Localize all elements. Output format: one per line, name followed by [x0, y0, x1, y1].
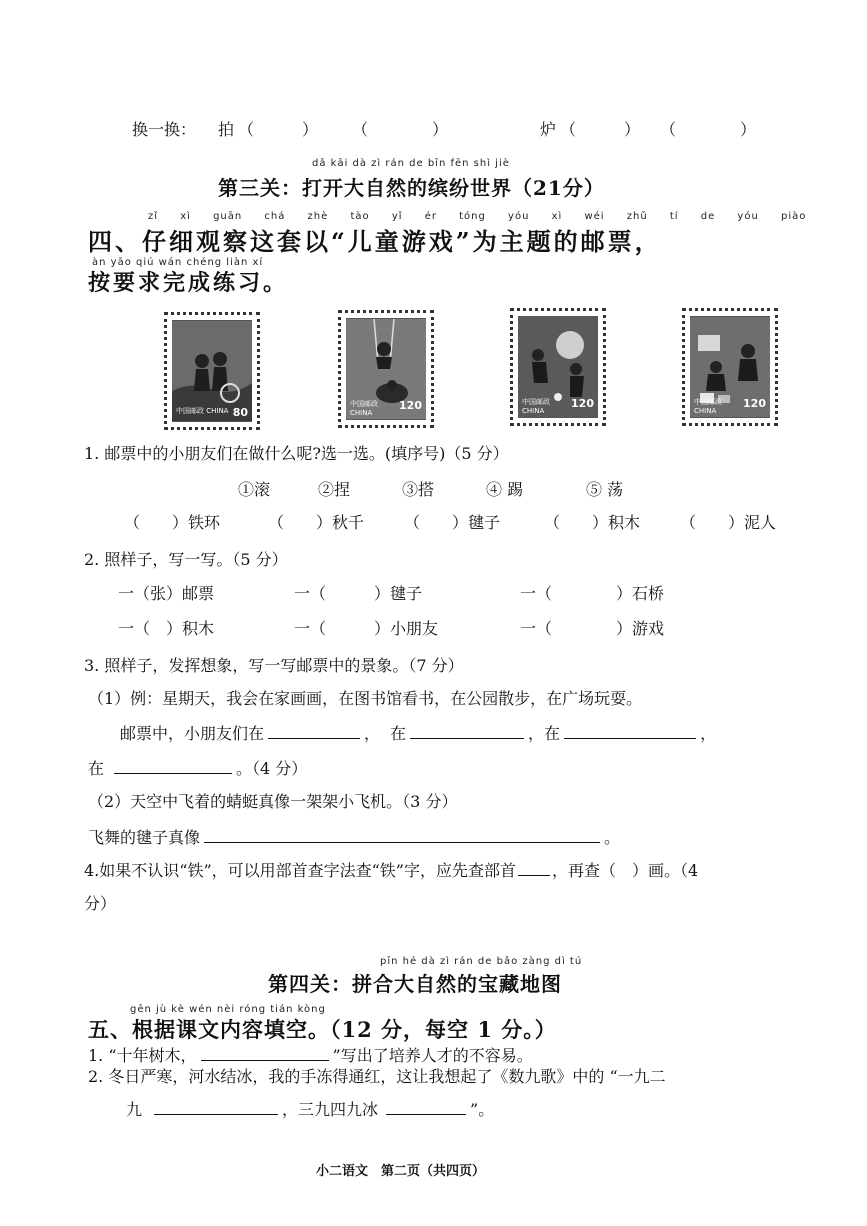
q5-item2-line1: 2. 冬日严寒，河水结冰，我的手冻得通红，这让我想起了《数九歌》中的 “一九二	[88, 1067, 666, 1086]
q4-item4-radical-blank[interactable]	[518, 861, 550, 876]
q5-item2-blank-2[interactable]	[386, 1100, 466, 1115]
q4-item1-option-4: ④ 踢	[486, 480, 524, 499]
q4-item2-row2-c[interactable]: 一（ ）游戏	[520, 619, 665, 638]
swap-paren-d[interactable]: （ ）	[660, 120, 757, 139]
section3-title: 第三关：打开大自然的缤纷世界（21分）	[218, 176, 605, 200]
swap-paren-c[interactable]: （ ）	[560, 120, 641, 139]
q5-item1	[88, 1046, 533, 1066]
swap-label: 换一换：	[132, 120, 197, 139]
q4-item1-blank-blocks[interactable]: （ ）积木	[544, 513, 641, 532]
swap-paren-a[interactable]: （ ）	[238, 120, 319, 139]
stamp-1-value: 80	[232, 406, 248, 419]
q5-pinyin: gēn jù kè wén nèi róng tián kòng	[130, 1004, 326, 1015]
q4-item4-text-c: 分）	[84, 894, 117, 913]
q5-item1-blank[interactable]	[201, 1046, 329, 1061]
q4-item1-option-2: ②捏	[318, 480, 351, 499]
q4-item2-row1-c[interactable]: 一（ ）石桥	[520, 584, 665, 603]
q4-item2-question: 2. 照样子，写一写。（5 分）	[84, 550, 288, 569]
stamp-4-issuer: 中国邮政 CHINA	[694, 398, 722, 415]
q4-item3-sub2-answer-start: 飞舞的毽子真像	[88, 828, 201, 847]
q4-item3-line-a	[120, 724, 716, 744]
q5-item2-end: ”。	[470, 1100, 495, 1119]
q4-item3-line-b	[88, 759, 307, 779]
stamp-2-value: 120	[399, 399, 422, 412]
q5-item2-line2	[126, 1100, 494, 1120]
q4-item1-option-3: ③搭	[402, 480, 435, 499]
stamp-swing	[338, 310, 434, 428]
q4-pinyin-line2: àn yāo qiú wán chéng liàn xí	[92, 257, 264, 268]
stamp-3-issuer: 中国邮政 CHINA	[522, 398, 550, 415]
q4-item2-row2-b[interactable]: 一（ ）小朋友	[294, 619, 439, 638]
stamp-3-value: 120	[571, 397, 594, 410]
swap-char-2: 炉	[540, 120, 557, 139]
q4-item3-line-b-end: 。（4 分）	[236, 759, 308, 778]
q4-item3-question: 3. 照样子，发挥想象，写一写邮票中的景象。（7 分）	[84, 656, 464, 675]
q4-pinyin-line1: zǐ xì guān chá zhè tào yǐ ér tóng yóu xì wéi zhǔ tí de yóu piào	[148, 211, 807, 222]
q5-item1-start: 1. “十年树木，	[88, 1046, 197, 1065]
q4-item3-blank-4[interactable]	[114, 759, 232, 774]
stamp-2-issuer: 中国邮政 CHINA	[350, 400, 378, 417]
stamp-4-value: 120	[743, 397, 766, 410]
q5-item2-start: 九	[126, 1100, 143, 1119]
q4-title-line2: 按要求完成练习。	[88, 270, 289, 296]
stamp-1-issuer: 中国邮政 CHINA	[176, 407, 229, 415]
q5-item2-mid: ，三九四九冰	[282, 1100, 379, 1119]
q4-item1-blank-clay[interactable]: （ ）泥人	[680, 513, 777, 532]
q5-item1-end: ”写出了培养人才的不容易。	[332, 1046, 533, 1065]
q4-item3-sub2-answer	[88, 828, 620, 848]
q4-item3-line-b-start: 在	[88, 759, 105, 778]
q4-item4-text-a: 4.如果不认识“铁”，可以用部首查字法查“铁”字，应先查部首	[84, 861, 516, 880]
q4-item1-option-1: ①滚	[238, 480, 271, 499]
q4-item3-zai-1: 在	[390, 724, 407, 743]
q4-item2-row2-a[interactable]: 一（ ）积木	[118, 619, 215, 638]
q4-item4-line1	[84, 861, 698, 881]
q4-item3-blank-5[interactable]	[204, 828, 600, 843]
q4-item4-text-b: ，再查（ ）画。（4	[552, 861, 699, 880]
stamp-shuttlecock	[510, 308, 606, 426]
q5-item2-blank-1[interactable]	[154, 1100, 278, 1115]
q4-item3-comma-3: ，	[700, 724, 717, 743]
q4-item3-example: （1）例：星期天，我会在家画画，在图书馆看书，在公园散步，在广场玩耍。	[88, 689, 643, 708]
section4-pinyin: pīn hé dà zì rán de bǎo zàng dì tú	[380, 956, 583, 967]
q4-item1-option-5: ⑤ 荡	[586, 480, 624, 499]
q4-item1-blank-hoop[interactable]: （ ）铁环	[124, 513, 221, 532]
page-footer: 小二语文 第二页（共四页）	[316, 1164, 486, 1179]
q4-item3-line-a-start: 邮票中，小朋友们在	[120, 724, 265, 743]
q4-item1-question: 1. 邮票中的小朋友们在做什么呢?选一选。(填序号)（5 分）	[84, 444, 509, 463]
stamp-blocks	[682, 308, 778, 426]
q4-item3-blank-1[interactable]	[268, 724, 360, 739]
q4-item3-comma-2: ，在	[528, 724, 561, 743]
q4-item1-blank-shuttlecock[interactable]: （ ）毽子	[404, 513, 501, 532]
q4-item3-blank-2[interactable]	[410, 724, 524, 739]
swap-char-1: 拍	[218, 120, 235, 139]
q4-item3-sub2-answer-end: 。	[604, 828, 621, 847]
q4-item1-blank-swing[interactable]: （ ）秋千	[268, 513, 365, 532]
q4-item2-row1-b[interactable]: 一（ ）毽子	[294, 584, 423, 603]
q4-item3-blank-3[interactable]	[564, 724, 696, 739]
swap-paren-b[interactable]: （ ）	[352, 120, 449, 139]
q5-title: 五、根据课文内容填空。（12 分，每空 1 分。）	[88, 1017, 557, 1042]
q4-item3-comma-1: ，	[364, 724, 381, 743]
section4-title: 第四关：拼合大自然的宝藏地图	[268, 972, 562, 996]
q4-item2-row1-a: 一（张）邮票	[118, 584, 215, 603]
section3-pinyin: dǎ kāi dà zì rán de bīn fēn shì jiè	[312, 158, 510, 169]
q4-title-line1: 四、仔细观察这套以“儿童游戏”为主题的邮票，	[88, 227, 662, 256]
stamp-hoop-rolling	[164, 312, 260, 430]
q4-item3-sub2: （2）天空中飞着的蜻蜓真像一架架小飞机。（3 分）	[88, 792, 458, 811]
